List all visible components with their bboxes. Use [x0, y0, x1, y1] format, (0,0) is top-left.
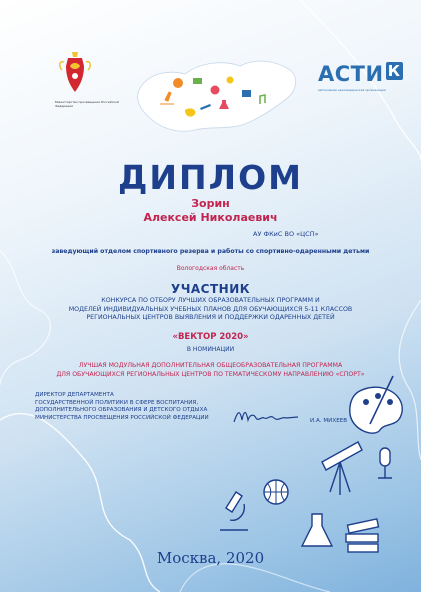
contest-line: РЕГИОНАЛЬНЫХ ЦЕНТРОВ ВЫЯВЛЕНИЯ И ПОДДЕРЖКИ ОДАРЕННЫХ ДЕТЕЙ — [86, 314, 335, 321]
lightbulb-icon — [227, 77, 234, 84]
signer-name: И.А. МИХЕЕВ — [310, 418, 348, 424]
globe-icon — [173, 78, 183, 88]
map-outline-right — [399, 300, 421, 460]
ministry-name: Министерство просвещения Российской Федерации — [55, 100, 119, 108]
book-icon — [193, 78, 202, 84]
award-status: УЧАСТНИК — [170, 282, 251, 296]
nomination-line: ЛУЧШАЯ МОДУЛЬНАЯ ДОПОЛНИТЕЛЬНАЯ ОБЩЕОБРАЗОВАТЕЛЬНАЯ ПРОГРАММА — [78, 362, 343, 369]
recipient-organization: АУ ФКиС ВО «ЦСП» — [253, 230, 319, 238]
contest-line: КОНКУРСА ПО ОТБОРУ ЛУЧШИХ ОБРАЗОВАТЕЛЬНЫХ ПРОГРАММ И — [101, 297, 320, 304]
asti-letter-box: К — [386, 62, 403, 80]
nomination-line: ДЛЯ ОБУЧАЮЩИХСЯ РЕГИОНАЛЬНЫХ ЦЕНТРОВ ПО ТЕМАТИЧЕСКОМУ НАПРАВЛЕНИЮ «СПОРТ» — [56, 370, 365, 378]
handwritten-signature — [232, 406, 302, 428]
recipient-given-names: Алексей Николаевич — [143, 211, 278, 224]
computer-icon — [242, 90, 251, 97]
asti-subtitle: автономная некоммерческая организация — [318, 88, 386, 92]
nomination-label: В НОМИНАЦИИ — [186, 346, 235, 353]
asti-logo — [318, 62, 403, 86]
flask-icon — [302, 514, 332, 546]
city-year: Москва, 2020 — [156, 549, 265, 567]
director-line: МИНИСТЕРСТВА ПРОСВЕЩЕНИЯ РОССИЙСКОЙ ФЕДЕРАЦИИ — [35, 414, 209, 421]
map-outline-bottom — [180, 564, 330, 592]
palette-icon — [350, 376, 402, 433]
diploma-title: ДИПЛОМ — [118, 158, 303, 197]
director-title — [35, 392, 255, 422]
state-emblem-icon — [60, 52, 90, 92]
director-line: ГОСУДАРСТВЕННОЙ ПОЛИТИКИ В СФЕРЕ ВОСПИТАНИЯ, — [35, 399, 199, 406]
nomination-title — [0, 362, 421, 379]
telescope-icon — [322, 442, 362, 495]
recipient-surname: Зорин — [191, 197, 230, 210]
contest-line: МОДЕЛЕЙ ИНДИВИДУАЛЬНЫХ УЧЕБНЫХ ПЛАНОВ ДЛЯ ОБУЧАЮЩИХСЯ 5-11 КЛАССОВ — [68, 305, 353, 313]
contest-description — [0, 297, 421, 323]
contest-name: «ВЕКТОР 2020» — [172, 332, 249, 342]
microscope-bottom-icon — [220, 492, 248, 530]
russia-map-icon — [138, 61, 296, 131]
recipient-region: Вологодская область — [176, 265, 245, 272]
books-icon — [346, 519, 379, 552]
basketball-icon — [264, 480, 288, 504]
director-line: ДИРЕКТОР ДЕПАРТАМЕНТА — [35, 392, 114, 398]
asti-brand-text: АСТИ — [318, 62, 384, 86]
director-line: ДОПОЛНИТЕЛЬНОГО ОБРАЗОВАНИЯ И ДЕТСКОГО ОТДЫХА — [35, 407, 208, 413]
ball-icon — [211, 86, 220, 95]
recipient-position: заведующий отделом спортивного резерва и работы со спортивно-одаренными детьми — [51, 248, 370, 255]
microphone-icon — [378, 448, 392, 478]
